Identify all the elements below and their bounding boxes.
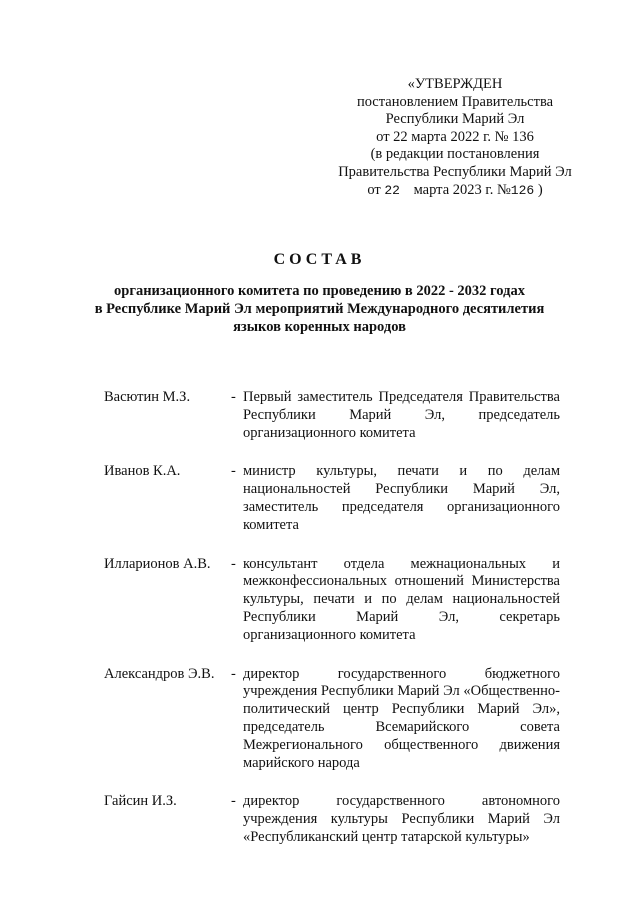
member-row <box>104 389 560 442</box>
approval-line-5: (в редакции постановления <box>370 146 540 163</box>
approval-number: 126 <box>510 182 535 198</box>
member-dash: - <box>231 389 236 405</box>
member-description: директор государственного автономного учреждения культуры Республики Марий Эл «Республиканский центр татарской культуры» <box>243 793 560 845</box>
member-description: Первый заместитель Председателя Правительства Республики Марий Эл, председатель организационного комитета <box>243 389 560 441</box>
member-name: Илларионов А.В. <box>104 555 211 572</box>
document-title: СОСТАВ <box>273 251 366 268</box>
member-dash: - <box>231 555 236 572</box>
approval-stamp <box>320 76 590 199</box>
approval-line-1: «УТВЕРЖДЕН <box>407 76 503 92</box>
subtitle-line-2: в Республике Марий Эл мероприятий Международного десятилетия <box>94 300 545 317</box>
approval-closing-paren: ) <box>537 181 543 198</box>
subtitle-line-1: организационного комитета по проведению в 2022 - 2032 годах <box>114 283 525 299</box>
member-row <box>104 666 560 773</box>
approval-line-4: от 22 марта 2022 г. № 136 <box>376 128 534 145</box>
member-dash: - <box>231 665 236 682</box>
approval-line-3: Республики Марий Эл <box>385 111 525 128</box>
committee-members-list <box>104 389 560 868</box>
member-row <box>104 556 560 645</box>
member-name: Иванов К.А. <box>104 463 181 480</box>
subtitle-line-3: языков коренных народов <box>233 318 406 335</box>
member-description: директор государственного бюджетного учреждения Республики Марий Эл «Общественно-политический центр Республики Марий Эл», председатель Всемарийского совета Межрегионального общественного движения марийского народа <box>243 665 560 771</box>
approval-date-prefix: от <box>367 181 381 198</box>
approval-line-2: постановлением Правительства <box>356 93 554 110</box>
approval-date-month-year: марта 2023 г. № <box>413 181 511 198</box>
member-dash: - <box>231 463 236 480</box>
member-name: Александров Э.В. <box>104 665 215 682</box>
approval-line-7 <box>320 182 590 200</box>
member-row <box>104 463 560 534</box>
document-subtitle <box>0 283 639 336</box>
approval-line-6: Правительства Республики Марий Эл <box>338 163 572 180</box>
member-name: Гайсин И.З. <box>104 793 177 810</box>
approval-date-day: 22 <box>384 182 400 198</box>
member-description: министр культуры, печати и по делам национальностей Республики Марий Эл, заместитель председателя организационного комитета <box>243 463 560 533</box>
member-row <box>104 793 560 846</box>
member-name: Васютин М.З. <box>104 389 191 405</box>
member-description: консультант отдела межнациональных и межконфессиональных отношений Министерства культуры, печати и по делам национальностей Республики Марий Эл, секретарь организационного комитета <box>243 555 560 643</box>
member-dash: - <box>231 793 236 810</box>
